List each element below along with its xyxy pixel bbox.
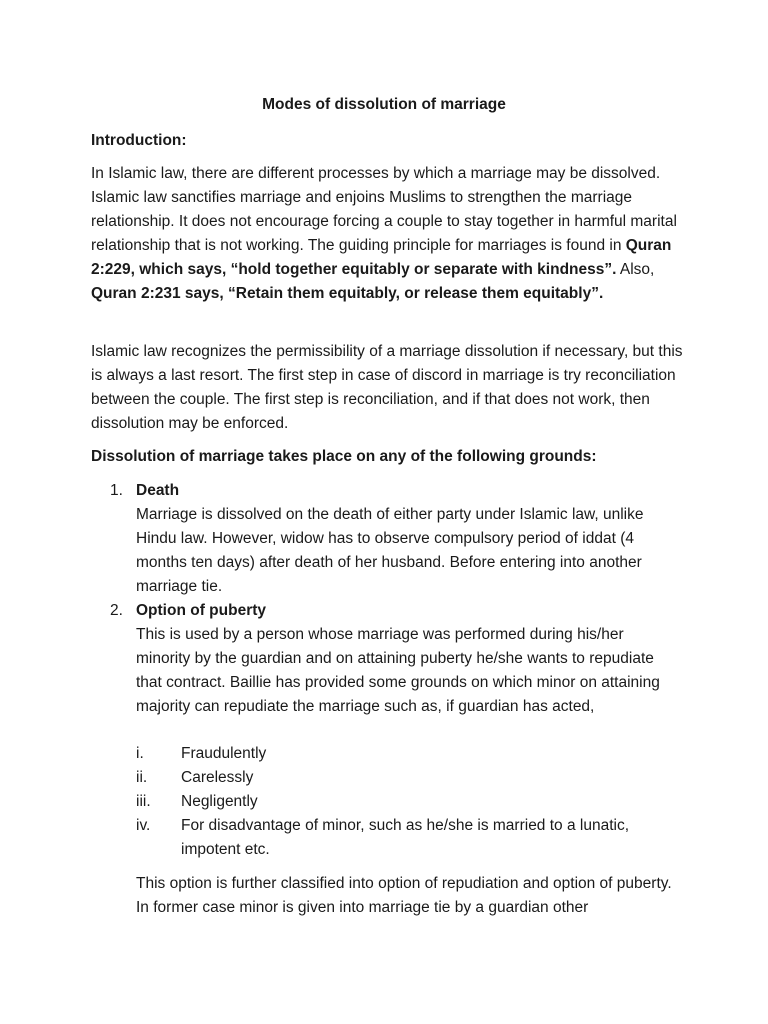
list-item-death (110, 479, 670, 503)
sub-item-text: Carelessly (181, 769, 254, 786)
roman-numeral: iv. (136, 817, 151, 834)
list-number: 1. (110, 482, 123, 499)
quran-2-229-quote: Quran 2:229, which says, “hold together equitably or separate with kindness”. (91, 237, 672, 278)
grounds-heading: Dissolution of marriage takes place on any of the following grounds: (91, 448, 597, 465)
intro-paragraph-2: Islamic law recognizes the permissibility of a marriage dissolution if necessary, but this is always a last resort. The first step in case of discord in marriage is try reconciliation between the couple. The first step is reconciliation, and if that does not work, then dissolution may be enforced. (91, 343, 683, 432)
sub-item (136, 790, 676, 814)
quran-2-231-quote: Quran 2:231 says, “Retain them equitably, or release them equitably”. (91, 285, 604, 302)
sub-item-text: Fraudulently (181, 745, 267, 762)
sub-item (136, 742, 676, 766)
list-item-title: Option of puberty (136, 602, 267, 619)
sub-item-text: Negligently (181, 793, 258, 810)
list-item-title: Death (136, 482, 180, 499)
intro-p1-text-1: In Islamic law, there are different processes by which a marriage may be dissolved. Islamic law sanctifies marriage and enjoins Muslims to strengthen the marriage relationship. It does not encourage forcing a couple to stay together in harmful marital relationship that is not working. The guiding principle for marriages is found in (91, 165, 677, 254)
intro-p1-text-2: Also, (616, 261, 655, 278)
page-title: Modes of dissolution of marriage (262, 96, 506, 113)
closing-paragraph: This option is further classified into option of repudiation and option of puberty. In former case minor is given into marriage tie by a guardian other (136, 875, 672, 916)
sub-item (136, 766, 676, 790)
roman-numeral: iii. (136, 793, 151, 810)
death-description: Marriage is dissolved on the death of either party under Islamic law, unlike Hindu law. However, widow has to observe compulsory period of iddat (4 months ten days) after death of her husband. Before entering into another marriage tie. (136, 506, 644, 595)
sub-item-text: For disadvantage of minor, such as he/she is married to a lunatic, impotent etc. (181, 817, 630, 858)
introduction-heading: Introduction: (91, 132, 187, 149)
list-item-option-of-puberty (110, 599, 670, 623)
intro-paragraph-1 (91, 162, 691, 306)
sub-item (136, 814, 676, 862)
roman-numeral: ii. (136, 769, 148, 786)
roman-numeral: i. (136, 745, 144, 762)
puberty-description: This is used by a person whose marriage was performed during his/her minority by the guardian and on attaining puberty he/she wants to repudiate that contract. Baillie has provided some grounds on which minor on attaining majority can repudiate the marriage such as, if guardian has acted, (136, 626, 660, 715)
list-number: 2. (110, 602, 123, 619)
